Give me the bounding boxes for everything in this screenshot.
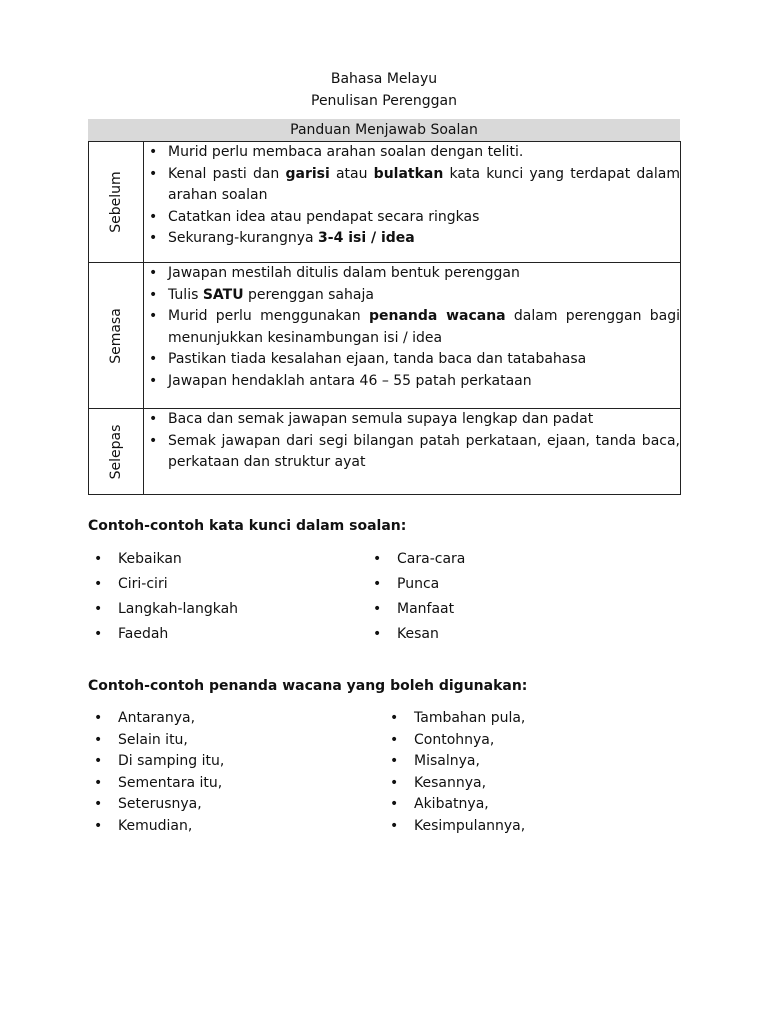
list-item: • Antaranya, [88,708,224,730]
guide-bullet-item [144,409,680,431]
guide-table [88,141,681,495]
guide-row-label-cell [89,142,144,263]
guide-row-body [144,142,681,263]
guide-bullet-list [144,409,680,474]
text-segment: Jawapan hendaklah antara 46 – 55 patah perkataan [168,372,532,389]
bold-text: penanda wacana [368,308,506,324]
list-item: • Misalnya, [384,751,525,773]
guide-bullet-list [144,263,680,392]
list-item: • Contohnya, [384,730,525,752]
list-item: • Manfaat [367,597,465,622]
guide-row-selepas [89,409,681,495]
keywords-list-right [367,547,465,647]
text-segment: atau [329,165,374,182]
list-item: • Tambahan pula, [384,708,525,730]
guide-row-label: Semasa [108,307,124,364]
text-segment: Murid perlu membaca arahan soalan dengan teliti. [168,144,524,160]
guide-bullet-item [144,207,680,229]
list-item: • Selain itu, [88,730,224,752]
list-item: • Kesan [367,622,465,647]
list-item: • Kesimpulannya, [384,816,525,838]
guide-row-body [144,409,681,495]
guide-bullet-item [144,371,680,393]
guide-row-body [144,263,681,409]
document-subtitle: Penulisan Perenggan [311,93,457,109]
text-segment: Kenal pasti dan [168,165,286,182]
guide-bullet-item [144,263,680,285]
text-segment: Sekurang-kurangnya [168,230,319,246]
bold-text: 3-4 isi / idea [318,230,415,246]
guide-row-label-cell [89,409,144,495]
guide-row-label: Sebelum [108,171,124,233]
guide-row-label: Selepas [108,424,124,479]
guide-row-sebelum [89,142,681,263]
text-segment: Pastikan tiada kesalahan ejaan, tanda baca dan tatabahasa [168,351,587,367]
list-item: • Seterusnya, [88,794,224,816]
guide-bullet-item [144,142,680,164]
keywords-list-left [88,547,238,647]
guide-bullet-item [144,164,680,207]
text-segment: kata kunci yang terdapat dalam arahan soalan [168,165,680,203]
list-item: • Ciri-ciri [88,572,238,597]
markers-list-left [88,708,224,838]
list-item: • Di samping itu, [88,751,224,773]
guide-table-header: Panduan Menjawab Soalan [88,119,680,141]
list-item: • Kebaikan [88,547,238,572]
guide-bullet-item [144,228,680,250]
markers-heading: Contoh-contoh penanda wacana yang boleh digunakan: [88,678,528,694]
bold-text: garisi [285,165,330,182]
text-segment: Jawapan mestilah ditulis dalam bentuk perenggan [168,265,520,281]
list-item: • Kemudian, [88,816,224,838]
text-segment: Catatkan idea atau pendapat secara ringkas [168,208,480,225]
guide-bullet-list [144,142,680,250]
list-item: • Langkah-langkah [88,597,238,622]
guide-bullet-item [144,285,680,307]
list-item: • Faedah [88,622,238,647]
text-segment: dalam perenggan bagi menunjukkan kesinambungan isi / idea [168,308,681,346]
document-title: Bahasa Melayu [330,71,438,87]
list-item: • Akibatnya, [384,794,525,816]
text-segment: Semak jawapan dari segi bilangan patah perkataan, ejaan, tanda baca, perkataan dan struktur ayat [168,432,680,470]
guide-bullet-item [144,349,680,371]
list-item: • Kesannya, [384,773,525,795]
guide-bullet-item [144,431,680,474]
bold-text: bulatkan [373,165,444,182]
guide-row-semasa [89,263,681,409]
markers-list-right [384,708,525,838]
list-item: • Sementara itu, [88,773,224,795]
text-segment: Tulis [168,286,203,303]
text-segment: Baca dan semak jawapan semula supaya lengkap dan padat [168,411,594,427]
text-segment: perenggan sahaja [243,286,374,303]
bold-text: SATU [202,286,244,303]
list-item: • Cara-cara [367,547,465,572]
text-segment: Murid perlu menggunakan [168,308,369,324]
list-item: • Punca [367,572,465,597]
keywords-heading: Contoh-contoh kata kunci dalam soalan: [88,518,407,534]
guide-row-label-cell [89,263,144,409]
guide-bullet-item [144,306,680,349]
